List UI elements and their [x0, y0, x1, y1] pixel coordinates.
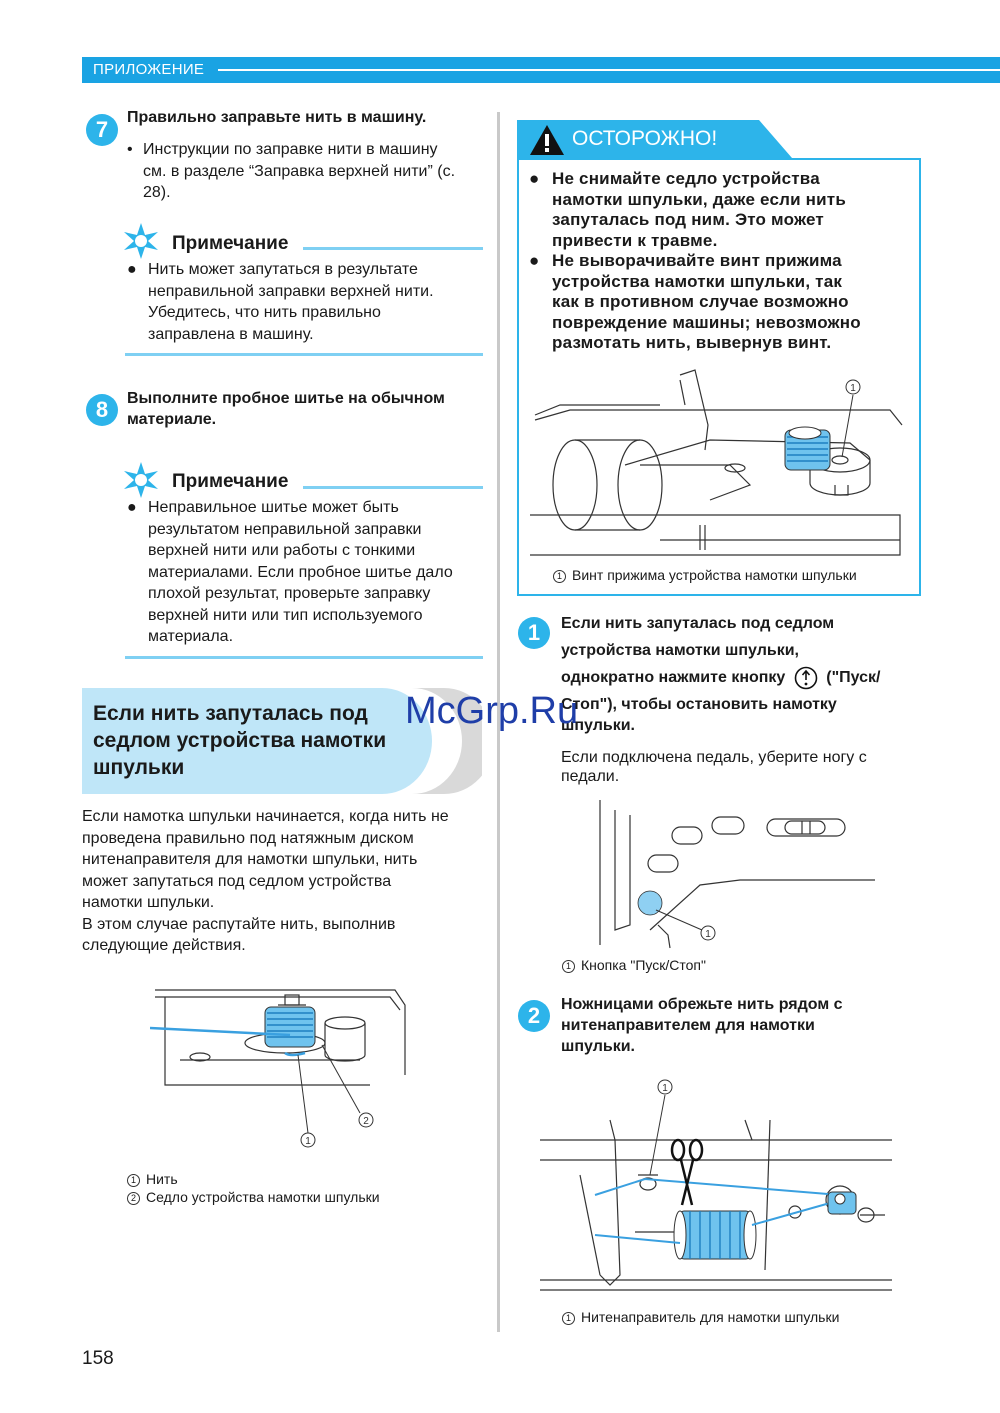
svg-text:1: 1 — [705, 929, 711, 940]
section-body — [82, 806, 449, 957]
text-line: материале. — [127, 411, 217, 428]
text-line-with-icon — [561, 664, 881, 691]
callout-text: Нитенаправитель для намотки шпульки — [581, 1309, 840, 1325]
watermark-text: McGrp.Ru — [405, 690, 579, 732]
note-1-bottom-rule — [125, 353, 483, 356]
text-line: результатом неправильной заправки — [148, 520, 422, 538]
text-segment: ("Пуск/ — [826, 669, 881, 686]
step-7-bullet-mark: • — [127, 141, 133, 158]
header-rule — [218, 69, 1000, 71]
callout-text: Нить — [146, 1171, 178, 1187]
svg-text:1: 1 — [850, 383, 856, 394]
text-line: верхней нити или работы с тонкими — [148, 542, 416, 559]
bobbin-winder-screw-figure — [530, 365, 905, 560]
caution-callout — [553, 567, 857, 583]
note-1-bullet-icon: ● — [127, 261, 137, 278]
text-line: Если нить запуталась под — [93, 702, 368, 725]
caution-bullet-2-text — [552, 251, 861, 354]
callout-number: 1 — [553, 570, 566, 583]
text-line: Нить может запутаться в результате — [148, 261, 418, 278]
text-line: устройства намотки шпульки, — [561, 642, 799, 659]
note-2-bottom-rule — [125, 656, 483, 659]
bobbin-winder-figure — [150, 985, 415, 1150]
control-panel-figure — [590, 800, 880, 950]
text-line: заправлена в машину. — [148, 325, 314, 343]
text-line: повреждение машины; невозможно — [552, 312, 861, 332]
page-number: 158 — [82, 1348, 114, 1369]
caution-bullet-2-icon: ● — [529, 251, 540, 270]
text-line: нитенаправителем для намотки — [561, 1017, 815, 1034]
step-a-title — [561, 610, 881, 739]
caution-title: ОСТОРОЖНО! — [572, 127, 718, 150]
note-sparkle-icon — [122, 461, 160, 499]
step-b-title — [561, 994, 843, 1057]
text-segment: однократно нажмите кнопку — [561, 669, 786, 686]
caution-bullet-1-text — [552, 169, 846, 251]
callout-text: Винт прижима устройства намотки шпульки — [572, 567, 857, 583]
text-line: педали. — [561, 768, 620, 785]
scissors-icon — [672, 1140, 702, 1205]
text-line: может запутаться под седлом устройства — [82, 872, 392, 890]
note-2-title-rule — [303, 486, 483, 489]
text-line: материалами. Если пробное шитье дало — [148, 563, 453, 581]
text-line: шпульки — [93, 756, 185, 779]
text-line: намотки шпульки. — [82, 894, 215, 911]
text-line: материала. — [148, 628, 234, 645]
note-1-title-rule — [303, 247, 483, 250]
step-a-body — [561, 748, 867, 786]
svg-text:2: 2 — [363, 1116, 369, 1127]
text-line: Убедитесь, что нить правильно — [148, 304, 381, 321]
text-line: Если подключена педаль, уберите ногу с — [561, 749, 867, 766]
text-line: Инструкции по заправке нити в машину — [143, 141, 438, 158]
step-7-bullet-text — [143, 139, 455, 204]
step-8-title — [127, 388, 445, 430]
text-line: размотать нить, вывернув винт. — [552, 333, 832, 352]
text-line: 28). — [143, 184, 171, 201]
note-1-text — [148, 259, 434, 345]
text-line: следующие действия. — [82, 937, 246, 954]
text-line: Если намотка шпульки начинается, когда нить не — [82, 808, 449, 825]
text-line: запуталась под ним. Это может — [552, 210, 824, 229]
text-line: шпульки. — [561, 1038, 635, 1055]
note-2-bullet-icon: ● — [127, 499, 137, 516]
thread-cut-figure — [540, 1075, 895, 1305]
note-2-text — [148, 497, 453, 648]
text-line: намотки шпульки, даже если нить — [552, 189, 846, 209]
step-b-badge: 2 — [518, 1000, 550, 1032]
text-line: верхней нити или тип используемого — [148, 606, 423, 624]
text-line: седлом устройства намотки — [93, 729, 387, 752]
callout-number: 1 — [562, 960, 575, 973]
figure-1-callout-2 — [127, 1189, 380, 1205]
text-line: нитенаправителя для намотки шпульки, нить — [82, 851, 418, 868]
text-line: Ножницами обрежьте нить рядом с — [561, 996, 843, 1013]
text-line: Не снимайте седло устройства — [552, 169, 820, 188]
text-line: шпульки. — [561, 717, 635, 734]
text-line: Если нить запуталась под седлом — [561, 615, 835, 632]
step-b-callout — [562, 1309, 839, 1325]
figure-1-callout-1 — [127, 1171, 178, 1187]
step-7-badge: 7 — [86, 114, 118, 146]
text-line: неправильной заправки верхней нити. — [148, 282, 434, 300]
step-a-badge: 1 — [518, 617, 550, 649]
text-line: см. в разделе “Заправка верхней нити” (с. — [143, 162, 456, 180]
callout-text: Седло устройства намотки шпульки — [146, 1189, 380, 1205]
step-7-title: Правильно заправьте нить в машину. — [127, 109, 427, 126]
note-2-title: Примечание — [172, 471, 289, 492]
text-line: В этом случае распутайте нить, выполнив — [82, 915, 396, 933]
callout-text: Кнопка "Пуск/Стоп" — [581, 957, 706, 973]
step-8-badge: 8 — [86, 394, 118, 426]
text-line: как в противном случае возможно — [552, 292, 849, 311]
text-line: Стоп"), чтобы остановить намотку — [561, 696, 837, 713]
text-line: Не выворачивайте винт прижима — [552, 251, 842, 270]
section-title — [93, 700, 386, 781]
callout-number: 1 — [127, 1174, 140, 1187]
text-line: устройства намотки шпульки, так — [552, 271, 843, 291]
callout-number: 2 — [127, 1192, 140, 1205]
caution-bullet-1-icon: ● — [529, 169, 540, 188]
section-header-title: ПРИЛОЖЕНИЕ — [93, 61, 205, 78]
start-stop-button-icon — [794, 666, 818, 690]
text-line: Неправильное шитье может быть — [148, 499, 399, 516]
text-line: привести к травме. — [552, 230, 718, 250]
svg-text:1: 1 — [662, 1083, 668, 1094]
text-line: Выполните пробное шитье на обычном — [127, 390, 445, 407]
warning-triangle-icon — [528, 123, 566, 157]
note-sparkle-icon — [122, 222, 160, 260]
svg-text:1: 1 — [305, 1136, 311, 1147]
text-line: плохой результат, проверьте заправку — [148, 585, 431, 602]
text-line: проведена правильно под натяжным диском — [82, 829, 414, 847]
callout-number: 1 — [562, 1312, 575, 1325]
step-a-callout — [562, 957, 706, 973]
note-1-title: Примечание — [172, 233, 289, 254]
